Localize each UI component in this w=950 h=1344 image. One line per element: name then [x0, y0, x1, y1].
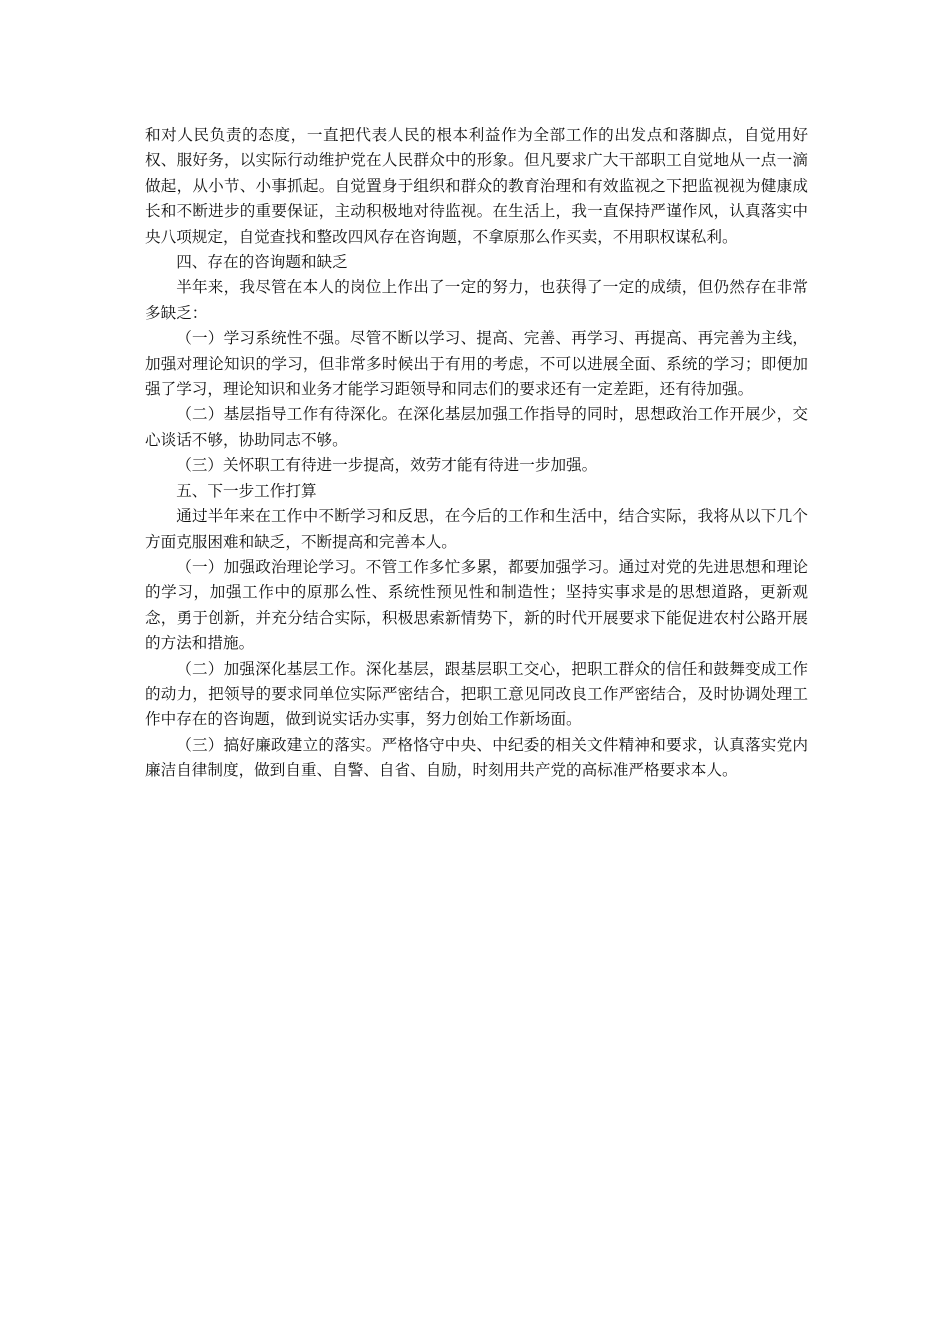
- paragraph: （三）搞好廉政建立的落实。严格恪守中央、中纪委的相关文件精神和要求，认真落实党内廉洁自律制度，做到自重、自警、自省、自励，时刻用共产党的高标准严格要求本人。: [145, 735, 808, 780]
- paragraph: （一）加强政治理论学习。不管工作多忙多累，都要加强学习。通过对党的先进思想和理论的学习，加强工作中的原那么性、系统性预见性和制造性；坚持实事求是的思想道路，更新观念，勇于创新，并充分结合实际，积极思索新情势下，新的时代开展要求下能促进农村公路开展的方法和措施。: [145, 557, 808, 653]
- paragraph: （二）基层指导工作有待深化。在深化基层加强工作指导的同时，思想政治工作开展少，交心谈话不够，协助同志不够。: [145, 405, 808, 449]
- paragraph: （三）关怀职工有待进一步提高，效劳才能有待进一步加强。: [176, 456, 598, 475]
- paragraph: 通过半年来在工作中不断学习和反思，在今后的工作和生活中，结合实际，我将从以下几个方面克服困难和缺乏，不断提高和完善本人。: [145, 507, 808, 551]
- paragraph: 半年来，我尽管在本人的岗位上作出了一定的努力，也获得了一定的成绩，但仍然存在非常多缺乏：: [145, 278, 808, 322]
- paragraph-continuation: 和对人民负责的态度，一直把代表人民的根本利益作为全部工作的出发点和落脚点，自觉用好权、服好务，以实际行动维护党在人民群众中的形象。但凡要求广大干部职工自觉地从一点一滴做起，从小节、小事抓起。自觉置身于组织和群众的教育治理和有效监视之下把监视视为健康成长和不断进步的重要保证，主动积极地对待监视。在生活上，我一直保持严谨作风，认真落实中央八项规定，自觉查找和整改四风存在咨询题，不拿原那么作买卖，不用职权谋私利。: [145, 126, 808, 246]
- section-heading-5: 五、下一步工作打算: [176, 481, 317, 500]
- paragraph: （二）加强深化基层工作。深化基层，跟基层职工交心，把职工群众的信任和鼓舞变成工作的动力，把领导的要求同单位实际严密结合，把职工意见同改良工作严密结合，及时协调处理工作中存在的咨询题，做到说实话办实事，努力创始工作新场面。: [145, 659, 808, 729]
- paragraph: （一）学习系统性不强。尽管不断以学习、提高、完善、再学习、再提高、再完善为主线，加强对理论知识的学习，但非常多时候出于有用的考虑，不可以进展全面、系统的学习；即便加强了学习，理论知识和业务才能学习距领导和同志们的要求还有一定差距，还有待加强。: [145, 329, 808, 399]
- document-body: [145, 123, 808, 784]
- section-heading-4: 四、存在的咨询题和缺乏: [176, 253, 348, 272]
